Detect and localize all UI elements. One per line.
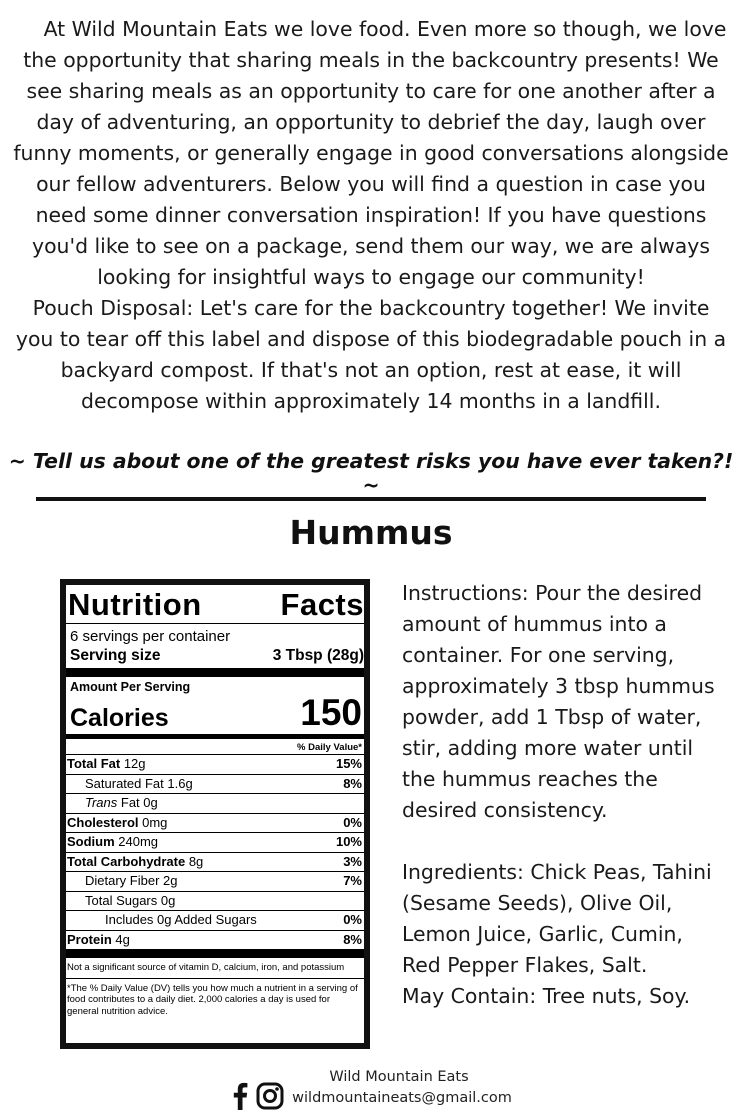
- amount-per-serving: Amount Per Serving: [70, 680, 191, 694]
- nutrient-row-sodium: Sodium 240mg 10%: [66, 832, 364, 852]
- nutrition-facts-panel: [60, 579, 370, 1049]
- instructions-text: Instructions: Pour the desired amount of hummus into a container. For one serving, approximately 3 tbsp hummus powder, add 1 Tbsp of water, stir, adding more water until the hummus reaches the desired consistency.: [402, 581, 715, 822]
- calories-label: Calories: [70, 704, 169, 732]
- nutrient-row-total-carbohydrate: Total Carbohydrate 8g 3%: [66, 852, 364, 872]
- instagram-icon[interactable]: [256, 1082, 284, 1110]
- may-contain-text: May Contain: Tree nuts, Soy.: [402, 984, 691, 1008]
- nutrient-row-total-fat: Total Fat 12g 15%: [66, 754, 364, 774]
- pouch-disposal-paragraph: Pouch Disposal: Let's care for the backcountry together! We invite you to tear off this label and dispose of this biodegradable pouch in a backyard compost. If that's not an option, rest at ease, it will decompose within approximately 14 months in a landfill.: [15, 296, 727, 413]
- intro-paragraph: At Wild Mountain Eats we love food. Even more so though, we love the opportunity that sharing meals in the backcountry presents! We see sharing meals as an opportunity to care for one another after a day of adventuring, an opportunity to debrief the day, laugh over funny moments, or generally engage in good conversations alongside our fellow adventurers. Below you will find a question in case you need some dinner conversation inspiration! If you have questions you'd like to see on a package, send them our way, we are always looking for insightful ways to engage our community!: [13, 17, 729, 289]
- footer-email[interactable]: wildmountaineats@gmail.com: [292, 1090, 512, 1106]
- intro-text-block: [12, 14, 730, 417]
- divider-line: [36, 497, 706, 501]
- facebook-icon[interactable]: [232, 1082, 248, 1110]
- nutrient-row-total-sugars: Total Sugars 0g: [66, 891, 364, 911]
- nutrient-row-saturated-fat: Saturated Fat 1.6g 8%: [66, 774, 364, 794]
- nutrition-facts-heading: Nutrition Facts: [68, 587, 364, 622]
- footer-brand-name: Wild Mountain Eats: [329, 1069, 469, 1085]
- nutrient-row-protein: Protein 4g 8%: [66, 930, 364, 950]
- nutrient-row-trans-fat: Trans Fat 0g: [66, 793, 364, 813]
- ingredients-text: Ingredients: Chick Peas, Tahini (Sesame Seeds), Olive Oil, Lemon Juice, Garlic, Cumin, Red Pepper Flakes, Salt.: [402, 860, 712, 977]
- conversation-question: ~ Tell us about one of the greatest risks you have ever taken?! ~: [8, 449, 734, 497]
- calories-row: [66, 694, 364, 734]
- serving-size: Serving size 3 Tbsp (28g): [70, 647, 364, 664]
- nutrient-row-dietary-fiber: Dietary Fiber 2g 7%: [66, 871, 364, 891]
- nutrient-row-added-sugars: Includes 0g Added Sugars 0%: [66, 910, 364, 930]
- calories-value: 150: [300, 692, 362, 733]
- preparation-column: [402, 578, 720, 1012]
- nutrient-row-cholesterol: Cholesterol 0mg 0%: [66, 813, 364, 833]
- daily-value-header: % Daily Value*: [297, 742, 362, 753]
- product-title: Hummus: [289, 513, 453, 552]
- nutrition-footnote-daily-value: *The % Daily Value (DV) tells you how much a nutrient in a serving of food contributes to a daily diet. 2,000 calories a day is used for general nutrition advice.: [66, 978, 364, 1018]
- nutrition-footnote-vitamins: Not a significant source of vitamin D, calcium, iron, and potassium: [67, 962, 345, 973]
- servings-per-container: 6 servings per container: [70, 628, 231, 645]
